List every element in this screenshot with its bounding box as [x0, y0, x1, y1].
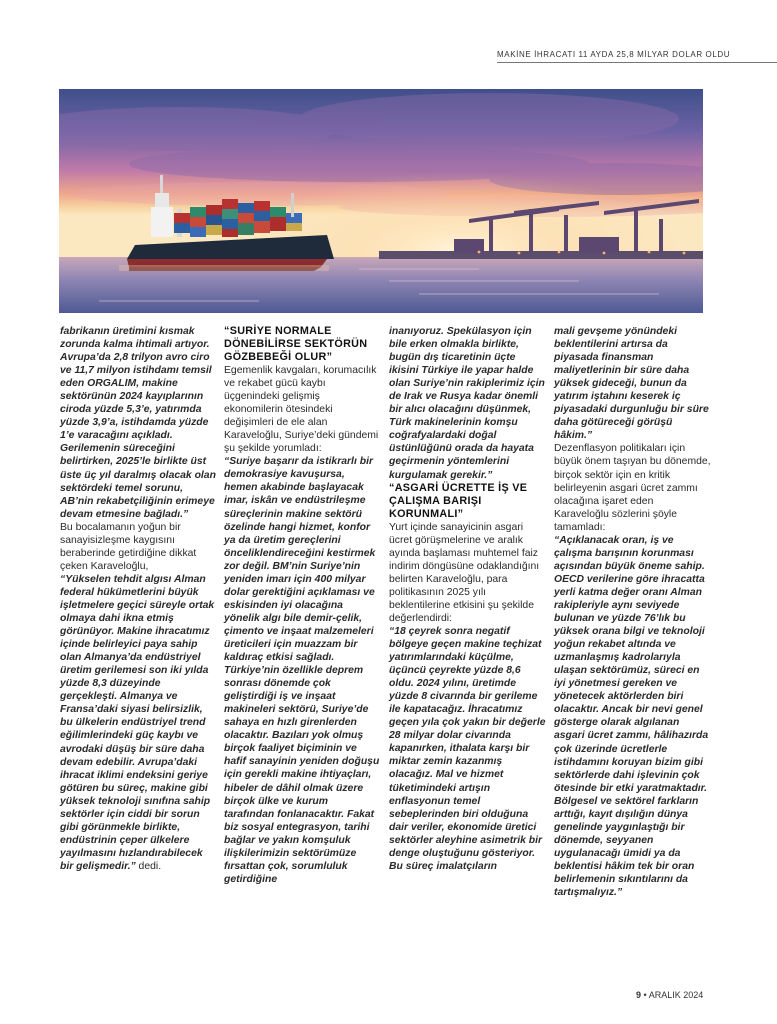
section-heading-syria: “SURİYE NORMALE DÖNEBİLİRSE SEKTÖRÜN GÖZBEBEĞİ OLUR”	[224, 325, 368, 363]
col3-paragraph-2: Yurt içinde sanayicinin asgari ücret görüşmelerine ve aralık ayında başlaması muhtemel faiz indirim döngüsüne odaklandığını belirten Karaveloğlu, para politikasının 2025 yılı beklentilerine etkisini şu şekilde değerlendirdi:	[389, 521, 540, 624]
text-column-2	[224, 325, 381, 886]
col1-quote-attribution: dedi.	[138, 860, 162, 872]
col4-paragraph-2: Dezenflasyon politikaları için büyük önem taşıyan bu dönemde, birçok sektör için en kritik belirleyenin asgari ücret zammı olacağına işaret eden Karaveloğlu sözlerini şöyle tamamladı:	[554, 443, 711, 533]
col2-quote: “Suriye başarır da istikrarlı bir demokrasiye kavuşursa, hemen akabinde başlayacak imar, iskân ve endüstrileşme süreçlerinin makine sektörü özelinde hangi hizmet, konfor ya da üretim gereçlerini önceliklendireceğini kestirmek zor değil. BM’nin Suriye’nin yeniden imarı için 400 milyar dolar gerektiğini açıklaması ve eskisinden iyi olacağına yönelik algı bile demir-çelik, çimento ve inşaat malzemeleri üreticileri için muazzam bir kaldıraç etkisi sağladı. Türkiye’nin özellikle deprem sonrası dönemde çok geliştirdiği iş ve inşaat makineleri sektörü, Suriye’de sahaya en hızlı girenlerden olacaktır. Bazıları yok olmuş birçok faaliyet biçiminin ve hafif sanayinin yeniden doğuşu için gerekli makine ihtiyaçları, hibeler de dâhil olmak üzere birçok ülke ve kurum tarafından fonlanacaktır. Fakat biz sosyal entegrasyon, tarihi bağlar ve yakın komşuluk ilişkilerimizin sektörümüze fırsattan çok, sorumluluk getirdiğine	[224, 456, 380, 885]
col3-quote: “18 çeyrek sonra negatif bölgeye geçen makine teçhizat yatırımlarındaki küçülme, üçüncü çeyrekte yüzde 8,6 oldu. 2024 yılını, üretimde yüzde 8 civarında bir gerileme ile kapatacağız. İhracatımız geçen yıla çok yakın bir değerle 28 milyar dolar civarında kapanırken, ithalata karşı bir miktar zemin kazanmış olacağız. Mal ve hizmet tüketimindeki artışın enflasyonun temel sebeplerinden biri olduğuna dair veriler, ekonomide üretici sektörler aleyhine asimetrik bir denge oluştuğunu gösteriyor. Bu süreç imalatçıların	[389, 625, 546, 872]
header-rule	[497, 62, 777, 63]
col1-paragraph-2: Bu bocalamanın yoğun bir sanayisizleşme kaygısını beraberinde getirdiğine dikkat çeken Karaveloğlu,	[60, 521, 197, 572]
col1-quote: “Yükselen tehdit algısı Alman federal hükümetlerini büyük işletmelere geçici süreyle ortak olmaya dahi ikna etmiş görünüyor. Makine ihracatımız içinde belirleyici paya sahip olan Almanya’da endüstriyel üretim gerilemesi son iki yılda yüzde 8,3 düzeyinde gerçekleşti. Almanya ve Fransa’daki siyasi belirsizlik, bu ülkelerin endüstriyel trend eğilimlerindeki güç kaybı ve avrodaki düşüş bir süre daha devam edebilir. Avrupa’daki ihracat iklimi endeksini geriye götüren bu süreç, makine gibi yüksek teknoloji sınıfına sahip sektörler için ciddi bir sorun gibi görünmekle birlikte, endüstrinin çeper ülkelere yayılmasını hızlandırabilecek bir gelişmedir.”	[60, 573, 215, 872]
page-footer	[636, 990, 703, 1000]
col3-paragraph-1: inanıyoruz. Spekülasyon için bile erken olmakla birlikte, bugün dış ticaretinin üçte ikisini Türkiye ile yapar halde olan Suriye’nin rakiplerimiz için de Irak ve Rusya kadar önemli bir alıcı olacağını düşünmek, Türk makinelerinin komşu coğrafyalardaki doğal üstünlüğünü orada da hayata geçirmenin yöntemlerini kurgulamak gerekir.”	[389, 326, 545, 481]
col1-paragraph-1: fabrikanın üretimini kısmak zorunda kalma ihtimali artıyor. Avrupa’da 2,8 trilyon avro ciro ve 11,7 milyon istihdamı temsil eden ORGALIM, makine sektörünün 2024 kayıplarının ciroda yüzde 5,3’e, yatırımda yüzde 3,9’a, istihdamda yüzde 1’e varacağını açıkladı. Gerilemenin süreceğini belirtirken, 2025’le birlikte üst üste üç yıl daralmış olacak olan sektördeki temel sorunu, AB’nin rekabetçiliğinin erimeye devam etmesine bağladı.”	[60, 326, 216, 520]
section-heading-minimum-wage: “ASGARİ ÜCRETTE İŞ VE ÇALIŞMA BARIŞI KORUNMALI”	[389, 481, 528, 520]
cargo-ship-port-photo	[59, 89, 703, 313]
page-number: 9	[636, 990, 642, 1000]
footer-bullet: •	[643, 990, 647, 1000]
running-title: MAKİNE İHRACATI 11 AYDA 25,8 MİLYAR DOLAR OLDU	[497, 50, 731, 59]
col4-quote: “Açıklanacak oran, iş ve çalışma barışının korunması açısından büyük öneme sahip. OECD verilerine göre ihracatta yerli katma değer oranı Alman rakipleriyle aynı seviyede bulunan ve yüzde 76’lık bu yüksek orana bilgi ve teknoloji yoğun rekabet altında ve uzmanlaşmış kadrolarıyla ulaşan sektörümüz, süreci en iyi yönetmesi gereken ve yönetecek aktörlerden biri olacaktır. Ancak bir nevi genel gösterge olarak algılanan asgari ücret zammı, hâlihazırda çok üzerinde ücretlerle istihdamını koruyan bizim gibi sektörlerde dahi işlevinin çok ötesinde bir etki yaratmaktadır. Bölgesel ve sektörel farkların arttığı, kayıt dışılığın dünya genelinde yaygınlaştığı bir dönemde, seyyanen uygulanacağı ümidi ya da beklentisi hâkim tek bir oran belirlemenin sıkıntılarını da tartışmalıyız.”	[554, 534, 709, 899]
col4-paragraph-1: mali gevşeme yönündeki beklentilerini artırsa da piyasada finansman maliyetlerinin bir süre daha yüksek gideceği, bunun da yatırım iştahını keserek iç piyasadaki durgunluğu bir süre daha götüreceği görüşü hâkim.”	[554, 326, 709, 442]
text-column-3	[389, 325, 546, 873]
issue-date: ARALIK 2024	[648, 990, 704, 1000]
text-column-4	[554, 325, 711, 899]
text-column-1	[60, 325, 217, 873]
col2-paragraph-1: Egemenlik kavgaları, korumacılık ve rekabet gücü kaybı üçgenindeki gelişmiş ekonomilerin ötesindeki değişimleri de ele alan Karaveloğlu, Suriye’deki gündemi şu şekilde yorumladı:	[224, 365, 379, 455]
